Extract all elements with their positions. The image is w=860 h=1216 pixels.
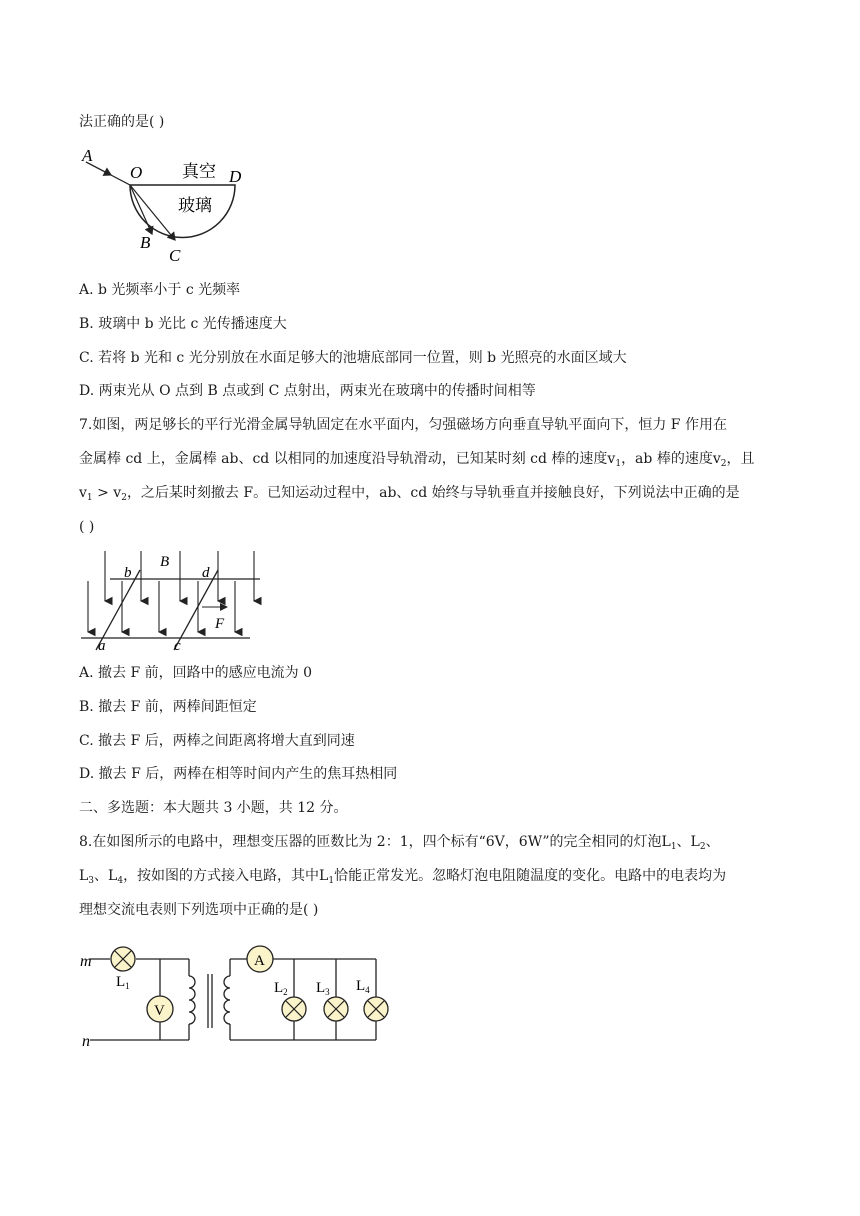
force-arrow [220, 603, 228, 611]
q7-option-a: A. 撤去 F 前，回路中的感应电流为 0 [79, 665, 312, 681]
primary-coil [189, 976, 195, 1024]
q7-stem-line1: 7.如图，两足够长的平行光滑金属导轨固定在水平面内，匀强磁场方向垂直导轨平面向下，恒力 F 作用在 [79, 417, 727, 433]
refracted-ray-oc [130, 185, 175, 240]
voltmeter [147, 996, 173, 1022]
label-f: F [215, 616, 225, 632]
refracted-ray-ob [130, 185, 152, 234]
q6-option-a: A. b 光频率小于 c 光频率 [79, 282, 241, 298]
q6-glass-figure [78, 143, 248, 268]
label-c: c [174, 638, 181, 654]
lamp-l4 [364, 997, 388, 1021]
q8-circuit-figure [78, 932, 398, 1076]
label-b: B [140, 233, 151, 252]
svg-text:A: A [254, 953, 265, 969]
label-l1: $L_1$ [116, 974, 130, 991]
q6-option-d: D. 两束光从 O 点到 B 点或到 C 点射出，两束光在玻璃中的传播时间相等 [79, 383, 536, 399]
label-field-b: B [160, 554, 170, 570]
q7-option-d: D. 撤去 F 后，两棒在相等时间内产生的焦耳热相同 [79, 766, 398, 782]
terminal-m: m [80, 953, 92, 970]
svg-text:V: V [154, 1003, 165, 1019]
label-c: C [169, 246, 181, 265]
label-a: a [98, 638, 106, 654]
label-vacuum: 真空 [182, 162, 216, 181]
q7-stem-line2: 金属棒 cd 上，金属棒 ab、cd 以相同的加速度沿导轨滑动，已知某时刻 cd 棒的速度$v_1$，ab 棒的速度$v_2$，且 [79, 451, 755, 469]
label-l4: $L_4$ [356, 978, 370, 995]
q7-stem-line4: ( ) [79, 519, 95, 535]
q6-option-b: B. 玻璃中 b 光比 c 光传播速度大 [79, 316, 287, 332]
q8-stem-line3: 理想交流电表则下列选项中正确的是( ) [79, 902, 319, 918]
label-d: d [202, 565, 210, 581]
label-glass: 玻璃 [178, 196, 212, 215]
label-l3: $L_3$ [316, 980, 330, 997]
q7-option-c: C. 撤去 F 后，两棒之间距离将增大直到同速 [79, 733, 355, 749]
label-l2: $L_2$ [274, 980, 288, 997]
lamp-l2 [282, 997, 306, 1021]
label-b: b [124, 565, 132, 581]
secondary-coil [224, 976, 230, 1024]
q7-option-b: B. 撤去 F 前，两棒间距恒定 [79, 699, 257, 715]
q8-stem-line1: 8.在如图所示的电路中，理想变压器的匝数比为 2：1，四个标有“6V，6W”的完全相同的灯泡$L_1$、$L_2$、 [79, 834, 720, 852]
lamp-l1 [111, 947, 135, 971]
ammeter [247, 946, 273, 972]
label-d: D [229, 167, 242, 186]
lamp-l3 [324, 997, 348, 1021]
q8-stem-line2: $L_3$、$L_4$，按如图的方式接入电路，其中$L_1$恰能正常发光。忽略灯泡电阻随温度的变化。电路中的电表均为 [79, 868, 727, 886]
q6-option-c: C. 若将 b 光和 c 光分别放在水面足够大的池塘底部同一位置，则 b 光照亮的水面区域大 [79, 350, 627, 366]
label-a: A [82, 146, 93, 165]
q6-stem-tail: 法正确的是( ) [79, 114, 165, 130]
q7-rails-figure [78, 546, 268, 654]
q7-stem-line3: $v_1 > v_2$，之后某时刻撤去 F。已知运动过程中，ab、cd 始终与导轨垂直并接触良好，下列说法中正确的是 [79, 485, 740, 503]
section-heading-multiple-choice: 二、多选题：本大题共 3 小题，共 12 分。 [79, 800, 348, 816]
label-o: O [130, 163, 143, 182]
terminal-n: n [82, 1033, 90, 1050]
